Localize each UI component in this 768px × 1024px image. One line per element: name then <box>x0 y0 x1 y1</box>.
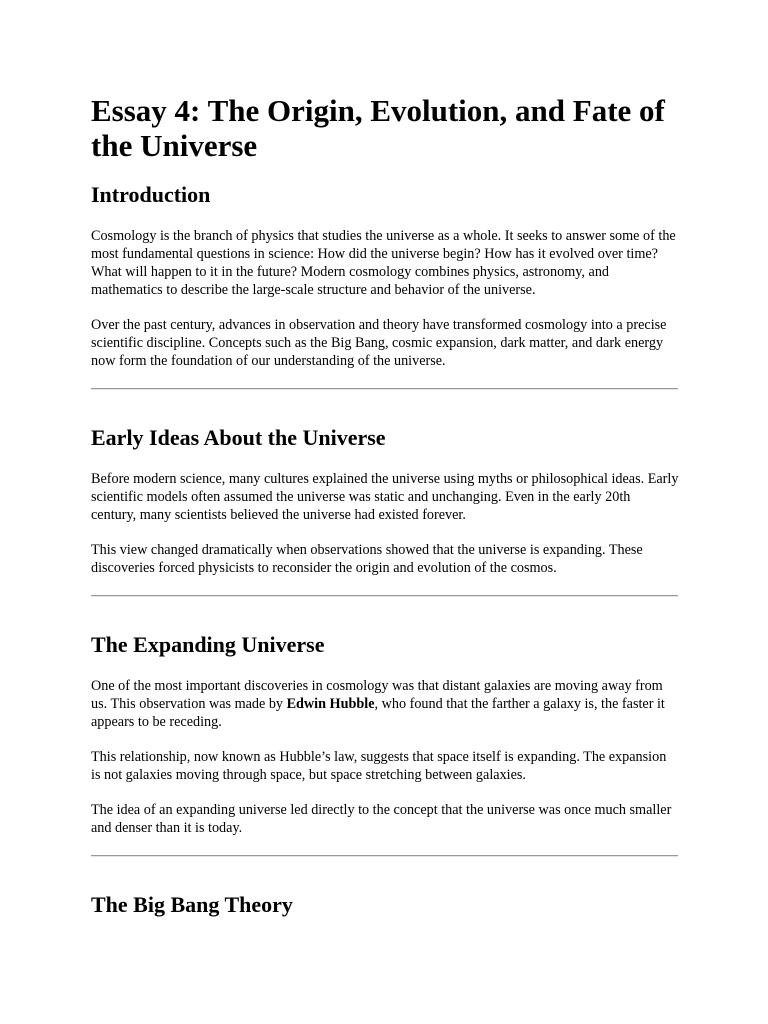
section-heading-big-bang: The Big Bang Theory <box>91 892 293 917</box>
text-run: One of the most important discoveries in cosmology was that distant galaxies are moving away from us. This observation was made by <box>91 678 663 712</box>
section-heading-expanding-universe: The Expanding Universe <box>91 632 325 657</box>
paragraph <box>91 677 679 731</box>
document-page <box>91 0 679 918</box>
paragraph: This view changed dramatically when observations showed that the universe is expanding. These discoveries forced physicists to reconsider the origin and evolution of the cosmos. <box>91 542 643 576</box>
text-run: , who found that the farther a galaxy is, the faster it appears to be receding. <box>91 696 665 730</box>
essay-title: Essay 4: The Origin, Evolution, and Fate of the Universe <box>91 93 665 163</box>
section-heading-introduction: Introduction <box>91 182 211 207</box>
paragraph: The idea of an expanding universe led directly to the concept that the universe was once much smaller and denser than it is today. <box>91 802 672 836</box>
section-divider <box>91 855 678 857</box>
paragraph: Over the past century, advances in observation and theory have transformed cosmology into a precise scientific discipline. Concepts such as the Big Bang, cosmic expansion, dark matter, and dark energy now form the foundation of our understanding of the universe. <box>91 317 667 369</box>
section-divider <box>91 595 678 597</box>
paragraph: This relationship, now known as Hubble’s law, suggests that space itself is expanding. The expansion is not galaxies moving through space, but space stretching between galaxies. <box>91 749 667 783</box>
section-heading-early-ideas: Early Ideas About the Universe <box>91 425 386 450</box>
bold-name-edwin-hubble: Edwin Hubble <box>286 696 375 712</box>
paragraph: Cosmology is the branch of physics that studies the universe as a whole. It seeks to answer some of the most fundamental questions in science: How did the universe begin? How has it evolved over time? What will happen to it in the future? Modern cosmology combines physics, astronomy, and mathematics to describe the large-scale structure and behavior of the universe. <box>91 228 676 298</box>
section-divider <box>91 388 678 390</box>
paragraph: Before modern science, many cultures explained the universe using myths or philosophical ideas. Early scientific models often assumed the universe was static and unchanging. Even in the early 20th century, many scientists believed the universe had existed forever. <box>91 471 679 523</box>
